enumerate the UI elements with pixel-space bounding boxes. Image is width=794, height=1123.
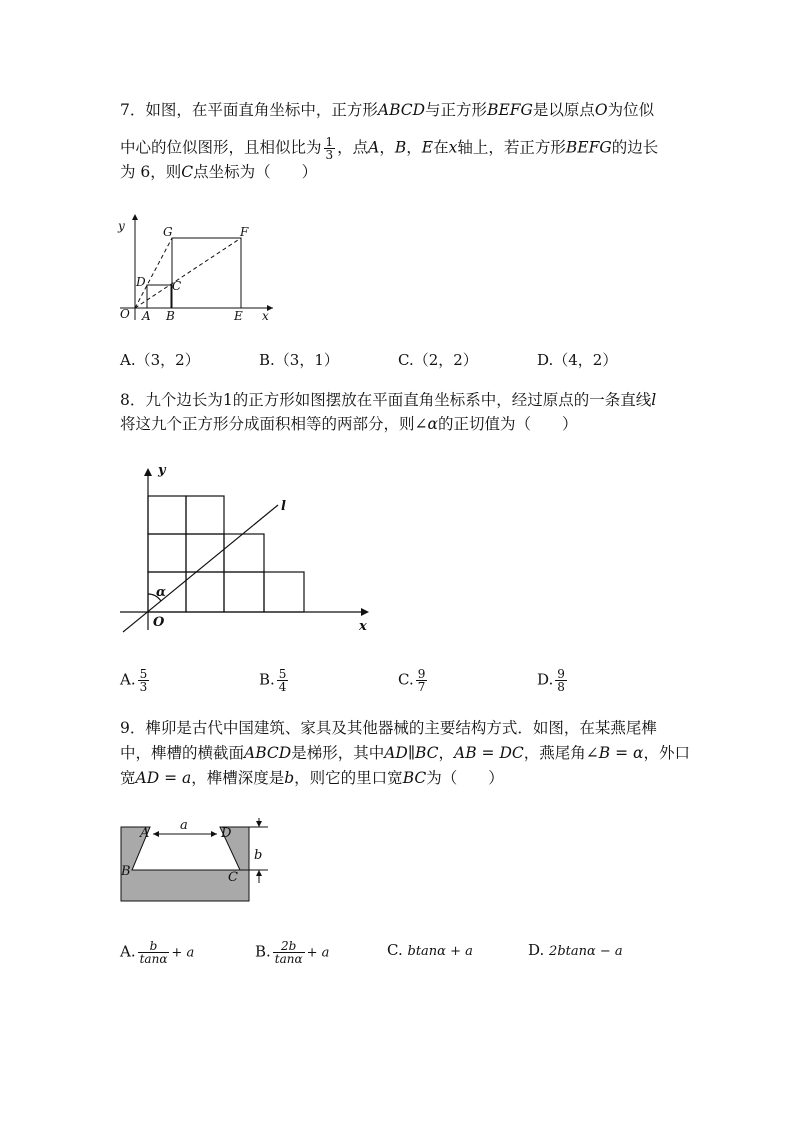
q9-label-a-point: A — [140, 826, 150, 841]
q9-depth-arrowhead-bottom — [256, 870, 262, 876]
q9-label-a-width: a — [180, 818, 188, 833]
q8-label-o: O — [153, 615, 165, 630]
q7-y-label: y — [118, 219, 125, 233]
q8-label-l: l — [281, 499, 286, 514]
q7-label-d: D — [136, 275, 146, 289]
q7-figure — [110, 210, 280, 325]
q8-option-c[interactable]: C. $\frac{9}{7}$ — [398, 667, 426, 694]
q7-label-b: B — [166, 309, 175, 323]
q8-line-2: 将这九个正方形分成面积相等的两部分，则∠α的正切值为（ ） — [120, 415, 578, 433]
q9-line-2: 中，榫槽的横截面ABCD是梯形，其中AD∥BC，AB = DC，燕尾角∠B = α，外口 — [120, 744, 690, 762]
q9-label-d-point: D — [221, 826, 232, 841]
square-abcd — [147, 285, 171, 308]
q7-option-d[interactable]: D.（4，2） — [537, 351, 618, 369]
q9-width-arrowhead-left — [153, 831, 159, 837]
q9-line-3: 宽AD = a，榫槽深度是b，则它的里口宽BC为（ ） — [120, 769, 504, 787]
q9-label-b-point: B — [121, 864, 131, 879]
q9-label-b-depth: b — [254, 848, 263, 863]
q7-label-f: F — [240, 225, 249, 239]
q9-option-a[interactable]: A. $\frac{b}{\tan\alpha}$ + a — [120, 939, 195, 966]
q7-label-g: G — [163, 225, 173, 239]
line-l — [123, 505, 278, 632]
q9-option-b[interactable]: B. $\frac{2b}{\tan\alpha}$ + a — [255, 939, 330, 966]
q7-label-c: C — [172, 279, 182, 293]
q8-x-arrow — [361, 608, 369, 616]
q7-line-2: 中心的位似图形，且相似比为 $\frac{1}{3}$ ，点A，B，E在x轴上，若正方形BEFG的边长 — [120, 135, 659, 162]
q8-line-1: 8．九个边长为1的正方形如图摆放在平面直角坐标系中，经过原点的一条直线l — [120, 391, 657, 409]
q7-line-3: 为 6，则C点坐标为（ ） — [120, 163, 318, 181]
q7-option-a[interactable]: A.（3，2） — [120, 351, 200, 369]
q8-label-alpha: α — [156, 585, 167, 600]
square-befg — [172, 238, 241, 308]
q8-y-arrow — [144, 468, 152, 476]
q7-label-a: A — [142, 309, 151, 323]
q9-width-arrowhead-right — [211, 831, 217, 837]
q7-label-e: E — [234, 309, 243, 323]
q8-x-label: x — [359, 619, 367, 634]
q9-option-d[interactable]: D. 2btanα − a — [528, 941, 623, 959]
q8-option-b[interactable]: B. $\frac{5}{4}$ — [259, 667, 287, 694]
q7-dashed-of — [135, 238, 241, 308]
q9-depth-arrowhead-top — [256, 821, 262, 827]
q7-option-c[interactable]: C.（2，2） — [398, 351, 478, 369]
q9-line-1: 9．榫卯是古代中国建筑、家具及其他器械的主要结构方式．如图，在某燕尾榫 — [120, 719, 657, 737]
q8-figure — [115, 460, 375, 635]
q9-label-c-point: C — [228, 870, 238, 885]
q7-option-b[interactable]: B.（3，1） — [259, 351, 339, 369]
q7-y-arrow — [132, 214, 138, 220]
ratio-fraction: $\frac{1}{3}$ — [325, 135, 334, 162]
q7-label-o: O — [120, 307, 130, 321]
q7-dashed-og — [135, 238, 172, 308]
q8-option-d[interactable]: D. $\frac{9}{8}$ — [537, 667, 565, 694]
q9-option-c[interactable]: C. btanα + a — [387, 941, 473, 959]
q9-figure — [115, 815, 275, 910]
q8-y-label: y — [158, 463, 166, 478]
q7-x-label: x — [262, 309, 269, 323]
q7-line-1: 7．如图，在平面直角坐标中，正方形ABCD与正方形BEFG是以原点O为位似 — [120, 101, 655, 119]
q8-option-a[interactable]: A. $\frac{5}{3}$ — [120, 667, 148, 694]
